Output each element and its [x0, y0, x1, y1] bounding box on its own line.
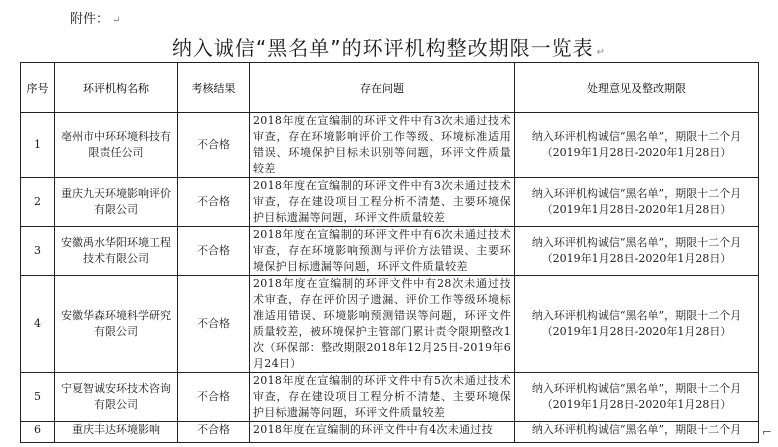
- cell-issue: 2018年度在宣编制的环评文件中有3次未通过技术审查，存在环境影响评价工作等级、环境标准适用错误、环境保护目标未识别等问题，环评文件质量较差: [250, 113, 515, 178]
- cell-action: 纳入环评机构诚信“黑名单”，期限十二个月（2019年1月28日-2020年1月28日）: [515, 227, 759, 276]
- rectification-table: [20, 62, 759, 443]
- cell-issue: 2018年度在宣编制的环评文件中有6次未通过技术审查，存在环境影响预测与评价方法错误、主要环境保护目标遗漏等问题，环评文件质量较差: [250, 227, 515, 276]
- cell-result: 不合格: [178, 178, 250, 227]
- cell-result: 不合格: [178, 276, 250, 373]
- page-title: [0, 32, 778, 61]
- cell-org: 重庆九天环境影响评价有限公司: [55, 178, 178, 227]
- cell-action: 纳入环评机构诚信“黑名单”，期限十二个月（2019年1月28日-2020年1月28日）: [515, 178, 759, 227]
- cell-result: 不合格: [178, 227, 250, 276]
- cell-org: 亳州市中环环境科技有限责任公司: [55, 113, 178, 178]
- cell-org: 重庆丰达环境影响: [55, 422, 178, 443]
- header-action: 处理意见及整改期限: [515, 63, 759, 113]
- cell-no: 5: [21, 373, 55, 422]
- table-row: [21, 422, 759, 443]
- cell-result: 不合格: [178, 422, 250, 443]
- cell-no: 6: [21, 422, 55, 443]
- paragraph-mark: ↵: [596, 47, 607, 58]
- table-row: [21, 178, 759, 227]
- cell-org: 宁夏智诚安环技术咨询有限公司: [55, 373, 178, 422]
- cell-issue: 2018年度在宣编制的环评文件中有3次未通过技术审查，存在建设项目工程分析不清楚、主要环境保护目标遗漏等问题，环评文件质量较差: [250, 178, 515, 227]
- cell-no: 2: [21, 178, 55, 227]
- attachment-text: 附件：: [70, 12, 110, 27]
- attachment-label: [70, 8, 120, 27]
- cell-org: 安徽禹水华阳环境工程技术有限公司: [55, 227, 178, 276]
- cell-result: 不合格: [178, 373, 250, 422]
- table-row: [21, 276, 759, 373]
- table-row: [21, 373, 759, 422]
- header-issue: 存在问题: [250, 63, 515, 113]
- cell-issue: 2018年度在宣编制的环评文件中有28次未通过技术审查，存在评价因子遗漏、评价工作等级环境标准适用错误、环境影响预测错误等问题，环评文件质量较差，被环境保护主管部门累计责令限期整改1次（环保部：整改期限2018年12月25日-2019年6月24日）: [250, 276, 515, 373]
- cell-result: 不合格: [178, 113, 250, 178]
- cell-no: 3: [21, 227, 55, 276]
- cell-action: 纳入环评机构诚信“黑名单”，期限十二个月: [515, 422, 759, 443]
- cell-action: 纳入环评机构诚信“黑名单”，期限十二个月（2019年1月28日-2020年1月28日）: [515, 373, 759, 422]
- cell-org: 安徽华森环境科学研究有限公司: [55, 276, 178, 373]
- cell-issue: 2018年度在宣编制的环评文件中有5次未通过技术审查，存在建设项目工程分析不清楚、主要环境保护目标遗漏等问题，环评文件质量较差: [250, 373, 515, 422]
- header-result: 考核结果: [178, 63, 250, 113]
- table-row: [21, 113, 759, 178]
- table-end-marker: ⌐: [761, 425, 772, 439]
- cell-action: 纳入环评机构诚信“黑名单”，期限十二个月（2019年1月28日-2020年1月28日）: [515, 276, 759, 373]
- table-header-row: [21, 63, 759, 113]
- cell-no: 4: [21, 276, 55, 373]
- cell-issue: 2018年度在宣编制的环评文件中有4次未通过技: [250, 422, 515, 443]
- cell-action: 纳入环评机构诚信“黑名单”，期限十二个月（2019年1月28日-2020年1月28日）: [515, 113, 759, 178]
- cell-no: 1: [21, 113, 55, 178]
- header-org: 环评机构名称: [55, 63, 178, 113]
- header-no: 序号: [21, 63, 55, 113]
- table-row: [21, 227, 759, 276]
- paragraph-mark: ↵: [112, 15, 121, 26]
- title-text: 纳入诚信“黑名单”的环评机构整改期限一览表: [171, 36, 594, 60]
